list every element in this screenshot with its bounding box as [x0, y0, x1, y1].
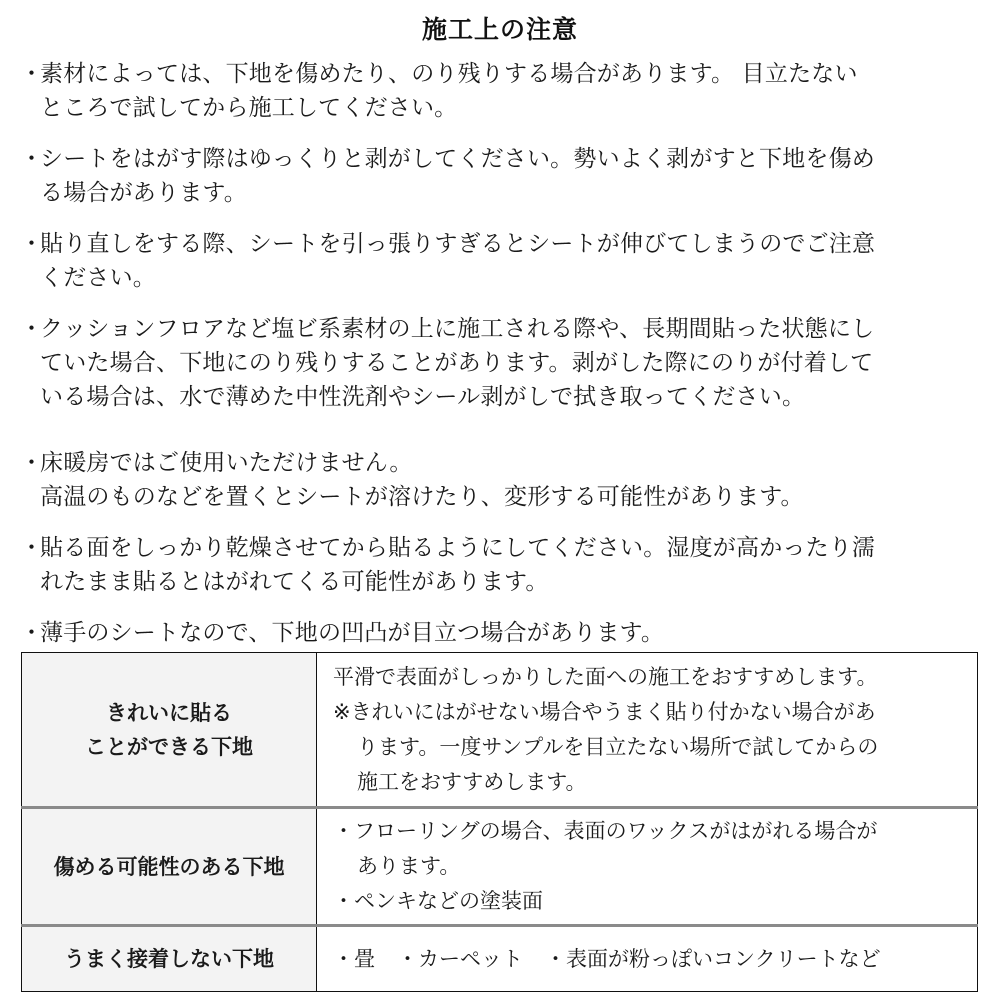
caution-text: 床暖房ではご使用いただけません。 [40, 450, 413, 476]
cell-text: ・表面が粉っぽいコンクリートなど [545, 946, 881, 971]
row-header-text: ことができる下地 [85, 734, 253, 759]
bullet-icon: ・ [20, 450, 44, 476]
caution-item [20, 446, 985, 514]
substrate-table [21, 652, 978, 992]
bullet-icon: ・ [20, 146, 44, 172]
table-row [22, 808, 978, 926]
cell-text: 平滑で表面がしっかりした面への施工をおすすめします。 [333, 664, 878, 689]
caution-text: いる場合は、水で薄めた中性洗剤やシール剥がしで拭き取ってください。 [40, 384, 806, 410]
caution-text: る場合があります。 [40, 180, 247, 206]
caution-text: シートをはがす際はゆっくりと剥がしてください。勢いよく剥がすと下地を傷め [40, 146, 875, 172]
caution-text: クッションフロアなど塩ビ系素材の上に施工される際や、長期間貼った状態にし [40, 316, 875, 342]
cell-text: ・畳 [333, 946, 375, 971]
caution-text: れたまま貼るとはがれてくる可能性があります。 [40, 569, 549, 595]
row-body [317, 926, 978, 992]
cell-text: ります。一度サンプルを目立たない場所で試してからの [357, 734, 879, 759]
cell-text: ・フローリングの場合、表面のワックスがはがれる場合が [333, 819, 878, 843]
caution-list [20, 55, 985, 650]
page-title: 施工上の注意 [421, 15, 578, 44]
cell-text: あります。 [357, 854, 461, 878]
caution-item [20, 616, 985, 650]
caution-text: 素材によっては、下地を傷めたり、のり残りする場合があります。 目立たない [40, 61, 858, 87]
row-body [317, 653, 978, 808]
caution-item [20, 57, 985, 125]
caution-text: 薄手のシートなので、下地の凹凸が目立つ場合があります。 [40, 620, 665, 646]
caution-text: ところで試してから施工してください。 [40, 95, 458, 121]
cell-text: 施工をおすすめします。 [357, 769, 587, 794]
bullet-icon: ・ [20, 535, 44, 561]
caution-item [20, 142, 985, 210]
table-row [22, 653, 978, 808]
row-header [22, 653, 317, 808]
row-header-text: きれいに貼る [106, 700, 232, 725]
cell-text: ※きれいにはがせない場合やうまく貼り付かない場合があ [333, 699, 876, 724]
table-row [22, 926, 978, 992]
bullet-icon: ・ [20, 620, 44, 646]
caution-text: 貼り直しをする際、シートを引っ張りすぎるとシートが伸びてしまうのでご注意 [40, 231, 876, 257]
row-header-text: うまく接着しない下地 [64, 947, 274, 971]
bullet-icon: ・ [20, 61, 44, 87]
caution-text: ください。 [40, 265, 156, 291]
row-body [317, 808, 978, 926]
caution-text: 高温のものなどを置くとシートが溶けたり、変形する可能性があります。 [40, 484, 804, 510]
caution-item [20, 312, 985, 414]
caution-item [20, 227, 985, 295]
cell-text: ・ペンキなどの塗装面 [333, 889, 543, 913]
caution-item [20, 531, 985, 599]
row-header [22, 808, 317, 926]
caution-text: ていた場合、下地にのり残りすることがあります。剥がした際にのりが付着して [40, 350, 874, 376]
row-header-text: 傷める可能性のある下地 [53, 854, 285, 879]
bullet-icon: ・ [20, 316, 44, 342]
bullet-icon: ・ [20, 231, 44, 257]
row-header [22, 926, 317, 992]
cell-text: ・カーペット [397, 946, 523, 971]
caution-text: 貼る面をしっかり乾燥させてから貼るようにしてください。湿度が高かったり濡 [40, 535, 876, 561]
